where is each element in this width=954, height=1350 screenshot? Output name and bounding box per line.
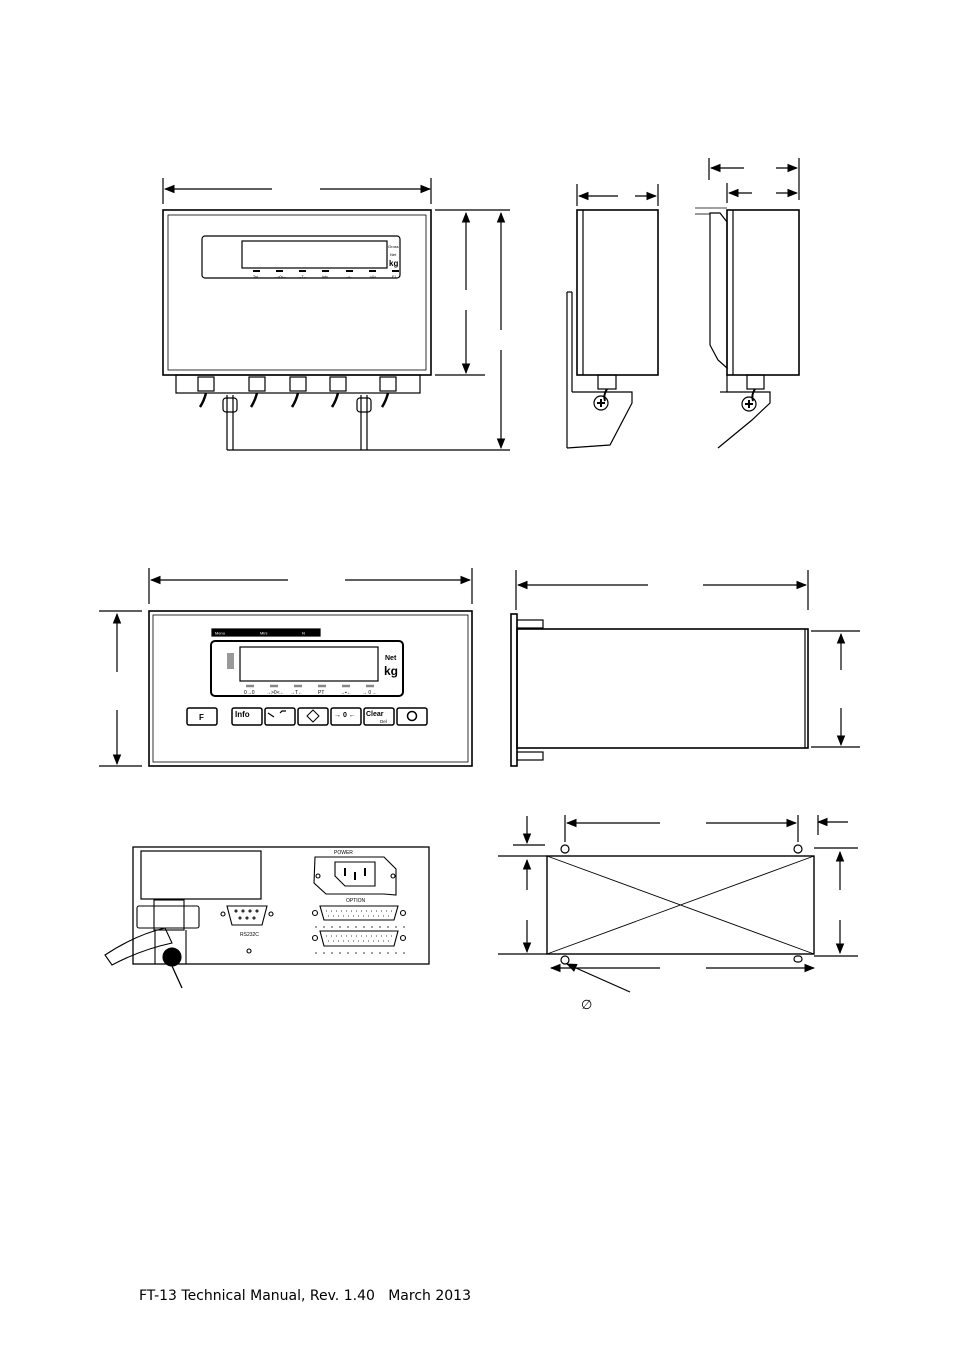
- svg-text:Menu: Menu: [215, 630, 226, 636]
- mounting-bracket: [223, 395, 371, 450]
- svg-text:Mirs: Mirs: [260, 630, 268, 636]
- del-key-label: Del: [380, 719, 387, 724]
- option-label: OPTION: [346, 898, 366, 904]
- svg-text:→▪←: →▪←: [340, 690, 352, 696]
- rear-panel-view: [105, 847, 429, 988]
- svg-text:<0>: <0>: [370, 275, 377, 279]
- svg-text:→>0<←: →>0<←: [274, 275, 288, 279]
- svg-text:→ 0 ←: → 0 ←: [362, 690, 378, 696]
- indicator-side-view: [567, 184, 658, 448]
- cable-glands: [198, 377, 396, 407]
- indicator-key-marks: [253, 275, 396, 279]
- f-key-label: F: [199, 713, 204, 722]
- svg-text:→T←: →T←: [290, 690, 304, 696]
- svg-text:0→0: 0→0: [244, 690, 255, 696]
- rs232c-label: RS232C: [240, 932, 259, 938]
- panel-keypad: [187, 708, 427, 725]
- indicator-front-view: [163, 178, 510, 450]
- svg-text:→>0<←: →>0<←: [266, 690, 285, 696]
- zero-key-label: → 0 ←: [334, 712, 356, 719]
- gross-label: Gross: [388, 244, 399, 249]
- svg-text:→T←: →T←: [298, 275, 308, 279]
- net-label: Net: [385, 655, 397, 662]
- panel-annunciators: [384, 655, 398, 678]
- kg-label: kg: [389, 259, 399, 268]
- svg-text:N: N: [302, 630, 305, 636]
- indicator-side-view-2: [695, 158, 799, 448]
- svg-text:→▪←: →▪←: [345, 275, 354, 279]
- hole-diameter-symbol: ∅: [581, 997, 593, 1012]
- net-label: Net: [390, 252, 397, 257]
- clear-key-label: Clear: [366, 711, 384, 718]
- footer-text: FT-13 Technical Manual, Rev. 1.40 March 2013: [139, 1288, 471, 1304]
- svg-text:Tar: Tar: [253, 275, 258, 279]
- svg-text:Info: Info: [322, 275, 328, 279]
- power-label: POWER: [334, 850, 353, 856]
- panel-side-view: [511, 570, 860, 766]
- info-key-label: Info: [235, 710, 250, 719]
- panel-front-view: [99, 568, 472, 766]
- kg-label: kg: [384, 664, 399, 678]
- panel-key-labels: [199, 710, 387, 724]
- svg-text:PT: PT: [318, 690, 325, 696]
- svg-text:F1: F1: [392, 275, 397, 279]
- indicator-annunciators: [388, 244, 399, 268]
- panel-cutout-view: [498, 815, 858, 992]
